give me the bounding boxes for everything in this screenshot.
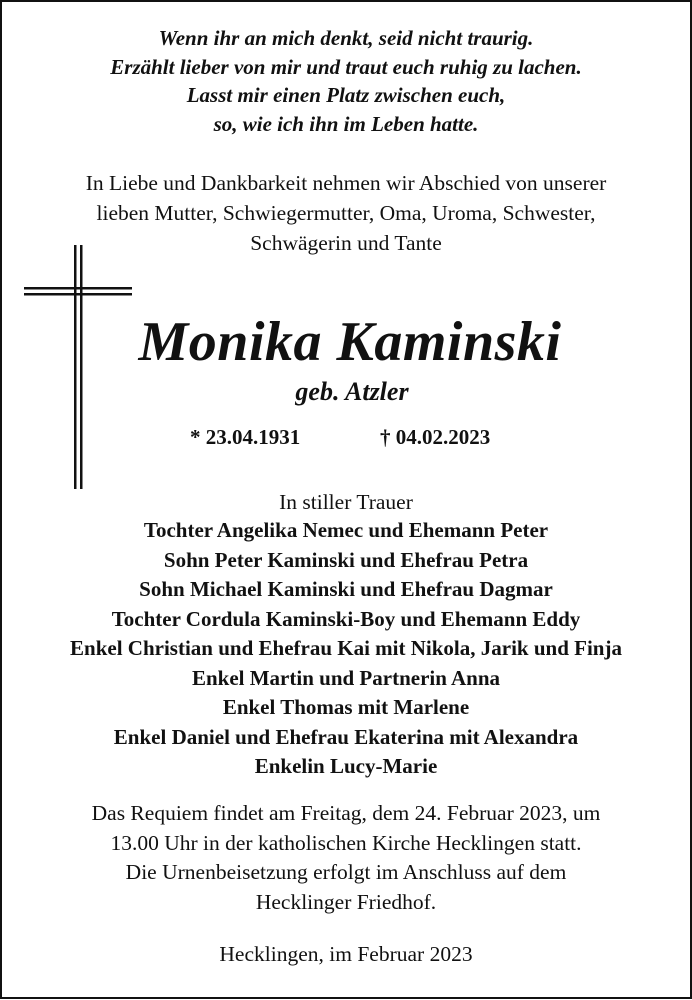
birth-date: * 23.04.1931 [190,425,301,449]
place-date-signoff: Hecklingen, im Februar 2023 [219,942,473,966]
notice-line: Die Urnenbeisetzung erfolgt im Anschluss auf dem [125,860,567,884]
mourning-intro: In stiller Trauer [279,490,413,514]
memorial-poem [2,24,690,138]
mourners-list [2,516,690,782]
list-item: Sohn Peter Kaminski und Ehefrau Petra [163,547,529,572]
list-item: Enkel Thomas mit Marlene [222,695,470,719]
notice-line: Das Requiem findet am Freitag, dem 24. Februar 2023, um [91,801,601,825]
list-item: Enkel Martin und Partnerin Anna [191,665,501,690]
intro-line: In Liebe und Dankbarkeit nehmen wir Abschied von unserer [85,171,607,195]
poem-line: Erzählt lieber von mir und traut euch ruhig zu lachen. [110,54,582,79]
list-item: Tochter Cordula Kaminski-Boy und Ehemann Eddy [111,606,581,631]
notice-line: 13.00 Uhr in der katholischen Kirche Hecklingen statt. [110,830,582,855]
intro-line: Schwägerin und Tante [250,231,442,255]
deceased-name: Monika Kaminski [138,311,562,373]
birth-name: geb. Atzler [295,377,409,406]
poem-line: Lasst mir einen Platz zwischen euch, [186,83,506,107]
notice-line: Hecklinger Friedhof. [255,889,437,914]
list-item: Enkel Christian und Ehefrau Kai mit Nikola, Jarik und Finja [70,636,622,660]
list-item: Tochter Angelika Nemec und Ehemann Peter [143,518,549,542]
intro-line: lieben Mutter, Schwiegermutter, Oma, Uroma, Schwester, [96,201,596,225]
poem-line: Wenn ihr an mich denkt, seid nicht traurig. [158,26,534,50]
list-item: Enkel Daniel und Ehefrau Ekaterina mit Alexandra [113,724,579,749]
list-item: Sohn Michael Kaminski und Ehefrau Dagmar [139,577,553,601]
death-date: † 04.02.2023 [380,425,491,449]
poem-line: so, wie ich ihn im Leben hatte. [213,111,479,136]
funeral-notice [2,799,690,917]
list-item: Enkelin Lucy-Marie [254,754,438,778]
